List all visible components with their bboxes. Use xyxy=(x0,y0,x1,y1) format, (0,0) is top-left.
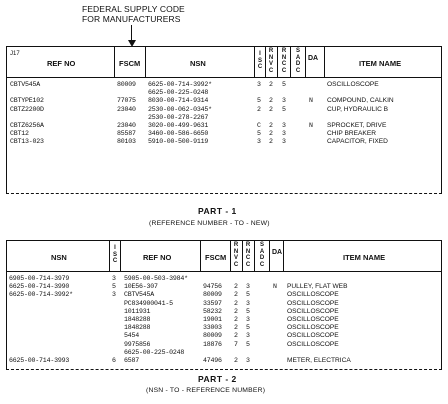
part2-box xyxy=(6,240,442,369)
table-row-item: OSCILLOSCOPE xyxy=(287,332,339,340)
table-row-nsn: 6625-00-714-3993 xyxy=(9,357,70,364)
table-row-rnvc: 2 xyxy=(234,283,238,291)
callout-line-1: FEDERAL SUPPLY CODE xyxy=(82,4,185,14)
table-row-fscm: 80103 xyxy=(117,138,136,146)
part1-header-fscm: FSCM xyxy=(119,59,141,68)
part1-bottom-rule xyxy=(6,193,442,194)
table-row-isc: 6 xyxy=(112,357,116,364)
table-row-item: CHIP BREAKER xyxy=(327,130,376,138)
table-row-rncc: 3 xyxy=(282,138,286,146)
part1-header-rnvc: R N V C xyxy=(268,48,274,74)
table-row-rncc: 3 xyxy=(246,357,250,364)
table-row-nsn: 8030-00-714-9314 xyxy=(148,97,209,105)
table-row-rnvc: 2 xyxy=(234,324,238,332)
table-row-rncc: 3 xyxy=(282,130,286,138)
table-row-nsn: 3460-00-586-6650 xyxy=(148,130,209,138)
table-row-ref: 10E56-307 xyxy=(124,283,158,291)
part2-header-rncc: R N C C xyxy=(245,242,251,268)
part2-header-sadc: S A D C xyxy=(259,242,265,268)
part1-subtitle: (REFERENCE NUMBER - TO - NEW) xyxy=(149,220,270,227)
table-row-isc: 2 xyxy=(257,105,261,113)
table-row-rnvc: 2 xyxy=(234,307,238,315)
table-row-ref: 1011931 xyxy=(124,307,151,315)
table-row-rnvc: 2 xyxy=(269,138,273,146)
part2-subtitle: (NSN - TO - REFERENCE NUMBER) xyxy=(146,387,266,394)
table-row-fscm: 85587 xyxy=(117,130,136,138)
table-row-ref: CBTV545A xyxy=(124,291,155,299)
part1-corner-label: J17 xyxy=(10,51,20,57)
table-row-rncc: 3 xyxy=(246,299,250,307)
table-row-ref: CBT13-023 xyxy=(10,138,44,146)
table-row-fscm: 80009 xyxy=(203,291,222,299)
table-row-nsn: 2530-00-278-2267 xyxy=(148,113,209,121)
part1-header-da: DA xyxy=(308,55,319,62)
table-row-item: OSCILLOSCOPE xyxy=(327,81,379,88)
table-row-item: OSCILLOSCOPE xyxy=(287,340,339,348)
part2-header-rule xyxy=(7,271,441,272)
table-row-item: OSCILLOSCOPE xyxy=(287,307,339,315)
table-row-fscm: 23040 xyxy=(117,105,136,113)
table-row-da: N xyxy=(309,122,313,129)
part2-header-da: DA xyxy=(272,249,283,256)
part1-header-rncc: R N C C xyxy=(281,48,287,74)
table-row-isc: 3 xyxy=(112,275,116,282)
table-row-item: COMPOUND, CALKIN xyxy=(327,97,394,105)
table-row-ref: PC834900041-5 xyxy=(124,299,173,307)
table-row-rncc: 5 xyxy=(246,307,250,315)
table-row-ref: CBTZ6256A xyxy=(10,122,44,129)
table-row-item: CUP, HYDRAULIC B xyxy=(327,105,389,113)
table-row-ref: CBTV545A xyxy=(10,81,41,88)
table-row-nsn: 2530-00-062-0345* xyxy=(148,105,212,113)
part2-header-fscm: FSCM xyxy=(205,253,227,262)
table-row-rnvc: 2 xyxy=(234,357,238,364)
part2-header-rnvc: R N V C xyxy=(233,242,239,268)
table-row-ref: 6587 xyxy=(124,357,140,364)
table-row-nsn: 6625-00-225-0248 xyxy=(148,89,209,97)
table-row-rncc: 3 xyxy=(246,316,250,323)
table-row-isc: 5 xyxy=(257,130,261,138)
table-row-fscm: 33003 xyxy=(203,324,222,332)
table-row-ref: 6625-00-225-0248 xyxy=(124,348,185,356)
table-row-fscm: 77075 xyxy=(117,97,136,105)
table-row-isc: C xyxy=(257,122,261,129)
table-row-rncc: 5 xyxy=(246,291,250,299)
table-row-isc: 3 xyxy=(257,138,261,146)
table-row-isc: 5 xyxy=(257,97,261,105)
part2-header-nsn: NSN xyxy=(51,253,67,262)
part1-title: PART - 1 xyxy=(198,206,237,216)
table-row-fscm: 19001 xyxy=(203,316,222,323)
table-row-fscm: 58232 xyxy=(203,307,222,315)
table-row-isc: 5 xyxy=(112,283,116,291)
table-row-item: SPROCKET, DRIVE xyxy=(327,122,387,129)
table-row-item: OSCILLOSCOPE xyxy=(287,291,339,299)
table-row-rnvc: 2 xyxy=(269,122,273,129)
part2-bottom-rule xyxy=(6,369,442,370)
part2-title: PART - 2 xyxy=(198,374,237,384)
table-row-nsn: 3020-00-499-9631 xyxy=(148,122,209,129)
table-row-ref: 5454 xyxy=(124,332,140,340)
table-row-rncc: 5 xyxy=(282,81,286,88)
table-row-fscm: 94756 xyxy=(203,283,222,291)
part1-table xyxy=(6,46,442,193)
table-row-da: N xyxy=(309,97,313,105)
table-row-nsn: 6905-00-714-3979 xyxy=(9,275,70,282)
table-row-ref: 1848288 xyxy=(124,316,151,323)
table-row-fscm: 23040 xyxy=(117,122,136,129)
table-row-ref: CBTYPE102 xyxy=(10,97,44,105)
table-row-fscm: 47496 xyxy=(203,357,222,364)
table-row-nsn: 6625-00-714-3992* xyxy=(9,291,73,299)
table-row-rnvc: 2 xyxy=(269,97,273,105)
table-row-isc: 3 xyxy=(257,81,261,88)
table-row-ref: 9975856 xyxy=(124,340,151,348)
callout-label xyxy=(82,4,185,24)
table-row-nsn: 6625-00-714-3992* xyxy=(148,81,212,88)
part1-header-sadc: S A D C xyxy=(295,48,301,74)
table-row-rncc: 5 xyxy=(246,340,250,348)
part2-header-isc: I S C xyxy=(112,245,118,265)
table-row-rncc: 5 xyxy=(246,324,250,332)
part1-header-isc: I S C xyxy=(257,51,263,71)
table-row-rnvc: 2 xyxy=(269,105,273,113)
table-row-item: CAPACITOR, FIXED xyxy=(327,138,388,146)
table-row-isc: 3 xyxy=(112,291,116,299)
table-row-rncc: 3 xyxy=(282,122,286,129)
table-row-nsn: 5910-00-500-9119 xyxy=(148,138,209,146)
table-row-rnvc: 2 xyxy=(234,299,238,307)
table-row-rncc: 5 xyxy=(282,105,286,113)
part1-header-nsn: NSN xyxy=(190,59,206,68)
table-row-da: N xyxy=(273,283,277,291)
table-row-fscm: 80009 xyxy=(117,81,136,88)
part1-header-item-name: ITEM NAME xyxy=(359,59,402,68)
table-row-rnvc: 2 xyxy=(234,332,238,340)
table-row-item: OSCILLOSCOPE xyxy=(287,299,339,307)
table-row-item: OSCILLOSCOPE xyxy=(287,316,339,323)
table-row-rncc: 3 xyxy=(246,332,250,340)
part2-header-item-name: ITEM NAME xyxy=(343,253,386,262)
table-row-rnvc: 2 xyxy=(269,81,273,88)
table-row-fscm: 80009 xyxy=(203,332,222,340)
callout-line-2: FOR MANUFACTURERS xyxy=(82,14,181,24)
table-row-nsn: 6625-00-714-3990 xyxy=(9,283,70,291)
table-row-rncc: 3 xyxy=(282,97,286,105)
table-row-rncc: 3 xyxy=(246,283,250,291)
part1-header-ref-no: REF NO xyxy=(47,59,76,68)
part1-header-rule xyxy=(7,77,441,78)
part2-header-ref-no: REF NO xyxy=(143,253,172,262)
table-row-rnvc: 2 xyxy=(234,316,238,323)
table-row-fscm: 33597 xyxy=(203,299,222,307)
table-row-rnvc: 2 xyxy=(234,291,238,299)
table-row-rnvc: 2 xyxy=(269,130,273,138)
table-row-ref: 5905-00-503-3984* xyxy=(124,275,188,282)
table-row-item: OSCILLOSCOPE xyxy=(287,324,339,332)
table-row-fscm: 18876 xyxy=(203,340,222,348)
table-row-ref: CBT12 xyxy=(10,130,29,138)
table-row-rnvc: 7 xyxy=(234,340,238,348)
table-row-ref: CBTZ2200D xyxy=(10,105,44,113)
table-row-item: METER, ELECTRICA xyxy=(287,357,351,364)
table-row-item: PULLEY, FLAT WEB xyxy=(287,283,348,291)
table-row-ref: 1848288 xyxy=(124,324,151,332)
